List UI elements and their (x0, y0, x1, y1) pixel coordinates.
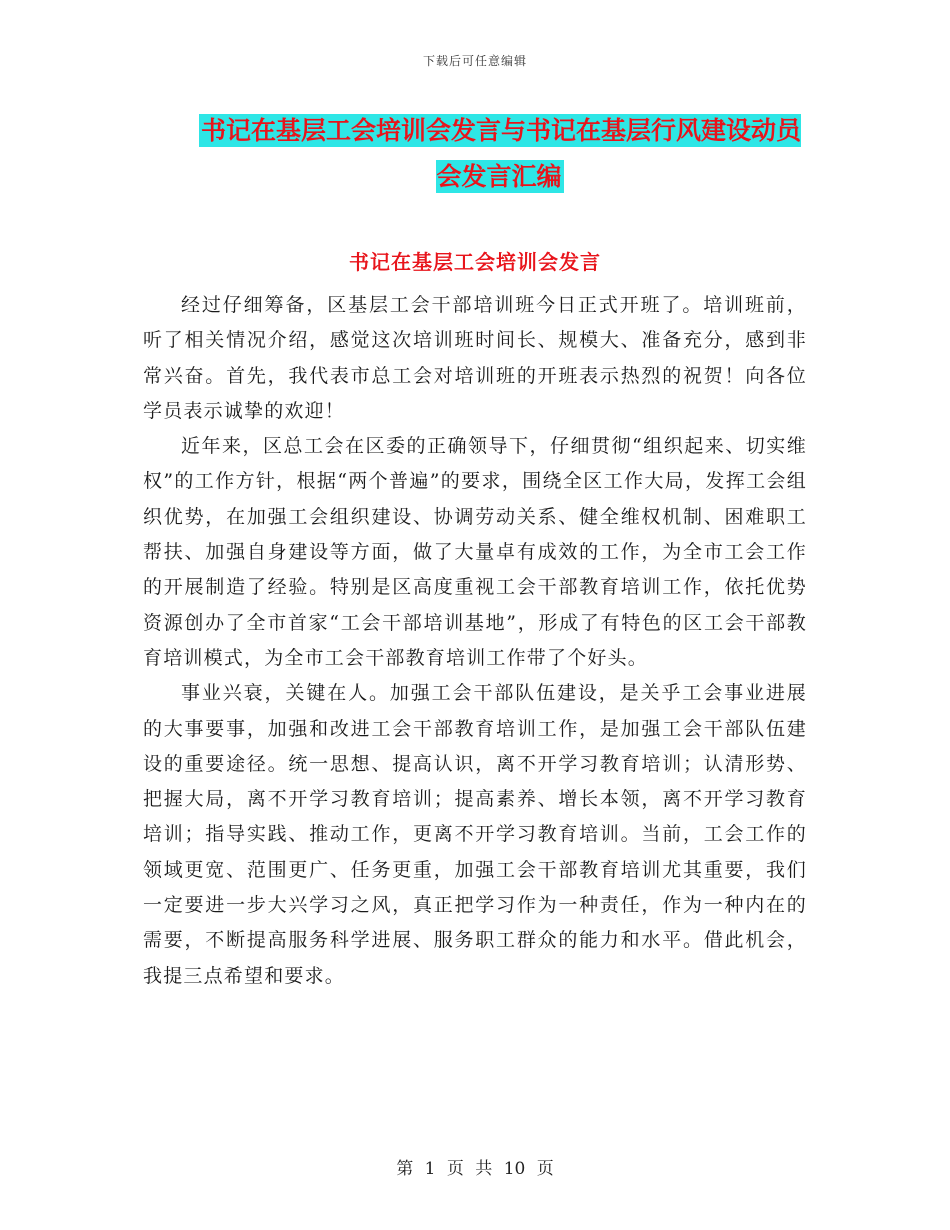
document-title-highlight: 书记在基层工会培训会发言与书记在基层行风建设动员会发言汇编 (200, 116, 801, 191)
section-title: 书记在基层工会培训会发言 (349, 250, 601, 274)
page-number-footer: 第 1 页 共 10 页 (396, 1159, 554, 1179)
paragraph: 近年来，区总工会在区委的正确领导下，仔细贯彻“组织起来、切实维权”的工作方针，根据“两个普遍”的要求，围绕全区工作大局，发挥工会组织优势，在加强工会组织建设、协调劳动关系、健全维权机制、困难职工帮扶、加强自身建设等方面，做了大量卓有成效的工作，为全市工会工作的开展制造了经验。特别是区高度重视工会干部教育培训工作，依托优势资源创办了全市首家“工会干部培训基地”，形成了有特色的区工会干部教育培训模式，为全市工会干部教育培训工作带了个好头。 (143, 435, 807, 669)
document-body (143, 288, 807, 994)
paragraph: 经过仔细筹备，区基层工会干部培训班今日正式开班了。培训班前，听了相关情况介绍，感觉这次培训班时间长、规模大、准备充分，感到非常兴奋。首先，我代表市总工会对培训班的开班表示热烈的祝贺！向各位学员表示诚挚的欢迎！ (143, 294, 807, 422)
paragraph: 事业兴衰，关键在人。加强工会干部队伍建设，是关乎工会事业进展的大事要事，加强和改进工会干部教育培训工作，是加强工会干部队伍建设的重要途径。统一思想、提高认识，离不开学习教育培训；认清形势、把握大局，离不开学习教育培训；提高素养、增长本领，离不开学习教育培训；指导实践、推动工作，更离不开学习教育培训。当前，工会工作的领域更宽、范围更广、任务更重，加强工会干部教育培训尤其重要，我们一定要进一步大兴学习之风，真正把学习作为一种责任，作为一种内在的需要，不断提高服务科学进展、服务职工群众的能力和水平。借此机会，我提三点希望和要求。 (143, 682, 807, 987)
header-note: 下载后可任意编辑 (422, 54, 527, 68)
document-title (190, 108, 810, 200)
